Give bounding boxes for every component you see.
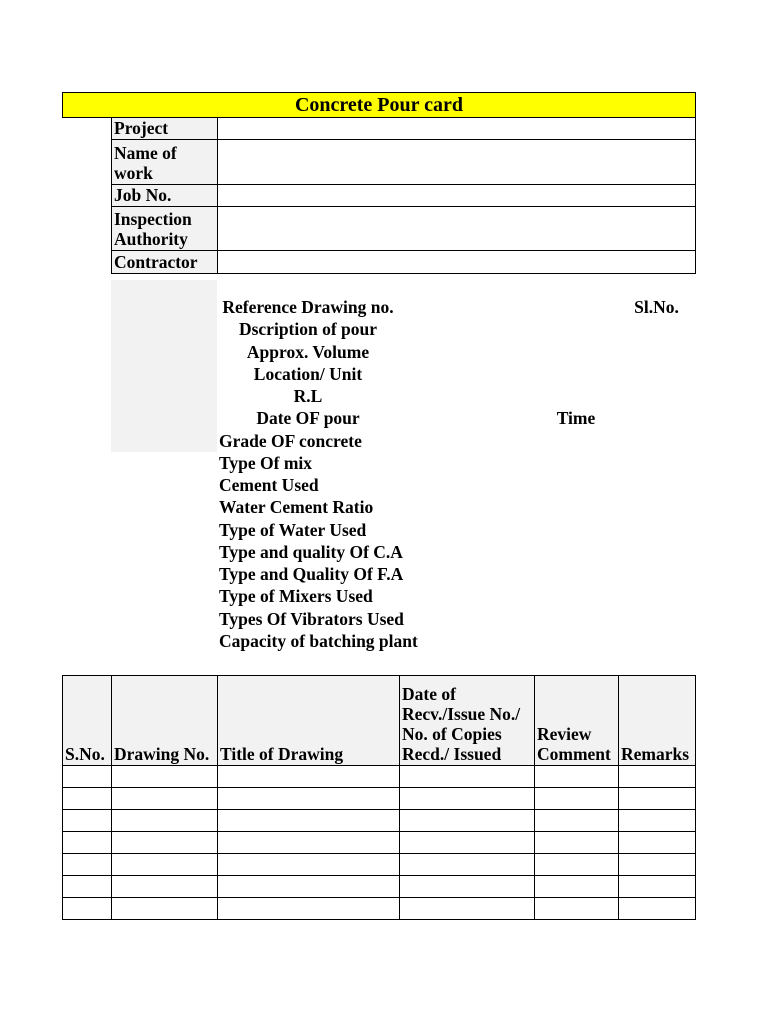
table-cell bbox=[112, 810, 218, 832]
table-cell bbox=[63, 788, 112, 810]
info-row-project bbox=[112, 118, 696, 140]
table-header-row bbox=[63, 676, 696, 766]
field-label-coarse-aggregate: Type and quality Of C.A bbox=[219, 541, 403, 562]
info-label-name-of-work bbox=[112, 140, 218, 185]
pour-detail-row bbox=[0, 496, 768, 518]
field-label-mixers-used: Type of Mixers Used bbox=[219, 586, 373, 607]
table-cell bbox=[535, 788, 619, 810]
column-header-s-no bbox=[63, 676, 112, 766]
pour-detail-row bbox=[0, 452, 768, 474]
pour-detail-row bbox=[0, 608, 768, 630]
table-cell bbox=[535, 810, 619, 832]
field-label-description-of-pour: Dscription of pour bbox=[238, 319, 378, 340]
column-header-text: Comment bbox=[537, 744, 611, 764]
table-row bbox=[63, 854, 696, 876]
pour-detail-row bbox=[0, 296, 768, 318]
info-label-text: Authority bbox=[114, 229, 188, 249]
info-label-job-no bbox=[112, 185, 218, 207]
table-cell bbox=[218, 832, 400, 854]
column-header-review-comment bbox=[535, 676, 619, 766]
column-header-text: Recd./ Issued bbox=[402, 744, 502, 764]
table-cell bbox=[619, 854, 696, 876]
field-label-batching-plant-capacity: Capacity of batching plant bbox=[219, 630, 418, 651]
table-cell bbox=[63, 810, 112, 832]
table-cell bbox=[218, 876, 400, 898]
table-cell bbox=[112, 832, 218, 854]
column-header-text: Remarks bbox=[621, 744, 690, 764]
table-cell bbox=[619, 898, 696, 920]
pour-detail-row bbox=[0, 585, 768, 607]
info-value-name-of-work bbox=[218, 140, 696, 185]
table-cell bbox=[400, 788, 535, 810]
column-header-text: Review bbox=[537, 724, 592, 744]
table-cell bbox=[619, 832, 696, 854]
info-row-name-of-work bbox=[112, 140, 696, 185]
table-row bbox=[63, 788, 696, 810]
info-label-text: Project bbox=[114, 118, 169, 138]
table-cell bbox=[112, 854, 218, 876]
pour-detail-row bbox=[0, 363, 768, 385]
table-cell bbox=[535, 766, 619, 788]
table-row bbox=[63, 832, 696, 854]
table-cell bbox=[112, 898, 218, 920]
table-cell bbox=[400, 898, 535, 920]
field-label-fine-aggregate: Type and Quality Of F.A bbox=[219, 564, 404, 585]
table-cell bbox=[218, 810, 400, 832]
pour-details-section bbox=[0, 296, 768, 652]
table-cell bbox=[400, 810, 535, 832]
info-row-inspection-authority bbox=[112, 207, 696, 251]
table-row bbox=[63, 766, 696, 788]
pour-detail-row bbox=[0, 541, 768, 563]
table-cell bbox=[400, 832, 535, 854]
column-header-text: Drawing No. bbox=[114, 744, 210, 764]
table-row bbox=[63, 810, 696, 832]
field-label-location-unit: Location/ Unit bbox=[253, 363, 363, 384]
field-label-grade-of-concrete: Grade OF concrete bbox=[219, 430, 362, 451]
column-header-date-of-receipt bbox=[400, 676, 535, 766]
info-label-text: work bbox=[114, 163, 153, 183]
table-cell bbox=[218, 854, 400, 876]
info-label-project bbox=[112, 118, 218, 140]
info-value-job-no bbox=[218, 185, 696, 207]
field-label-time: Time bbox=[556, 408, 596, 429]
column-header-title-of-drawing bbox=[218, 676, 400, 766]
column-header-text: S.No. bbox=[65, 744, 105, 764]
table-cell bbox=[112, 766, 218, 788]
column-header-text: Date of bbox=[402, 684, 456, 704]
table-cell bbox=[218, 898, 400, 920]
table-cell bbox=[619, 788, 696, 810]
info-row-contractor bbox=[112, 251, 696, 274]
info-value-contractor bbox=[218, 251, 696, 274]
table-cell bbox=[112, 876, 218, 898]
field-label-type-of-water-used: Type of Water Used bbox=[219, 519, 367, 540]
field-label-sl-no: Sl.No. bbox=[634, 297, 679, 317]
table-cell bbox=[535, 854, 619, 876]
info-value-inspection-authority bbox=[218, 207, 696, 251]
pour-detail-row bbox=[0, 519, 768, 541]
column-header-text: No. of Copies bbox=[402, 724, 502, 744]
info-label-text: Inspection bbox=[114, 209, 192, 229]
project-info-table bbox=[111, 117, 696, 274]
field-label-rl: R.L bbox=[293, 386, 323, 407]
column-header-text: Recv./Issue No./ bbox=[402, 704, 521, 724]
field-label-water-cement-ratio: Water Cement Ratio bbox=[219, 497, 374, 518]
info-value-project bbox=[218, 118, 696, 140]
table-cell bbox=[400, 766, 535, 788]
info-label-text: Job No. bbox=[114, 185, 172, 205]
field-label-approx-volume: Approx. Volume bbox=[246, 341, 370, 362]
pour-detail-row bbox=[0, 630, 768, 652]
table-cell bbox=[63, 832, 112, 854]
field-label-type-of-mix: Type Of mix bbox=[219, 452, 313, 473]
table-cell bbox=[112, 788, 218, 810]
field-label-date-of-pour: Date OF pour bbox=[256, 408, 360, 429]
table-row bbox=[63, 898, 696, 920]
column-header-text: Title of Drawing bbox=[220, 744, 344, 764]
table-cell bbox=[400, 876, 535, 898]
info-row-job-no bbox=[112, 185, 696, 207]
table-cell bbox=[218, 766, 400, 788]
pour-detail-row bbox=[0, 474, 768, 496]
pour-detail-row bbox=[0, 407, 768, 429]
field-label-cement-used: Cement Used bbox=[219, 475, 319, 496]
table-cell bbox=[619, 876, 696, 898]
table-cell bbox=[535, 832, 619, 854]
table-row bbox=[63, 876, 696, 898]
table-cell bbox=[63, 766, 112, 788]
info-label-inspection-authority bbox=[112, 207, 218, 251]
pour-detail-row bbox=[0, 385, 768, 407]
drawing-register-table bbox=[62, 675, 696, 920]
column-header-drawing-no bbox=[112, 676, 218, 766]
info-label-text: Contractor bbox=[114, 252, 198, 272]
field-label-vibrators-used: Types Of Vibrators Used bbox=[219, 608, 404, 629]
table-cell bbox=[63, 876, 112, 898]
table-cell bbox=[400, 854, 535, 876]
table-cell bbox=[535, 876, 619, 898]
document-title: Concrete Pour card bbox=[62, 92, 696, 118]
pour-detail-row bbox=[0, 430, 768, 452]
pour-detail-row bbox=[0, 318, 768, 340]
field-label-reference-drawing-no: Reference Drawing no. bbox=[222, 297, 394, 317]
table-cell bbox=[619, 766, 696, 788]
info-label-text: Name of bbox=[114, 143, 177, 163]
column-header-remarks bbox=[619, 676, 696, 766]
info-label-contractor bbox=[112, 251, 218, 274]
table-cell bbox=[619, 810, 696, 832]
table-cell bbox=[218, 788, 400, 810]
pour-detail-row bbox=[0, 341, 768, 363]
table-cell bbox=[63, 854, 112, 876]
table-cell bbox=[535, 898, 619, 920]
table-cell bbox=[63, 898, 112, 920]
pour-detail-row bbox=[0, 563, 768, 585]
